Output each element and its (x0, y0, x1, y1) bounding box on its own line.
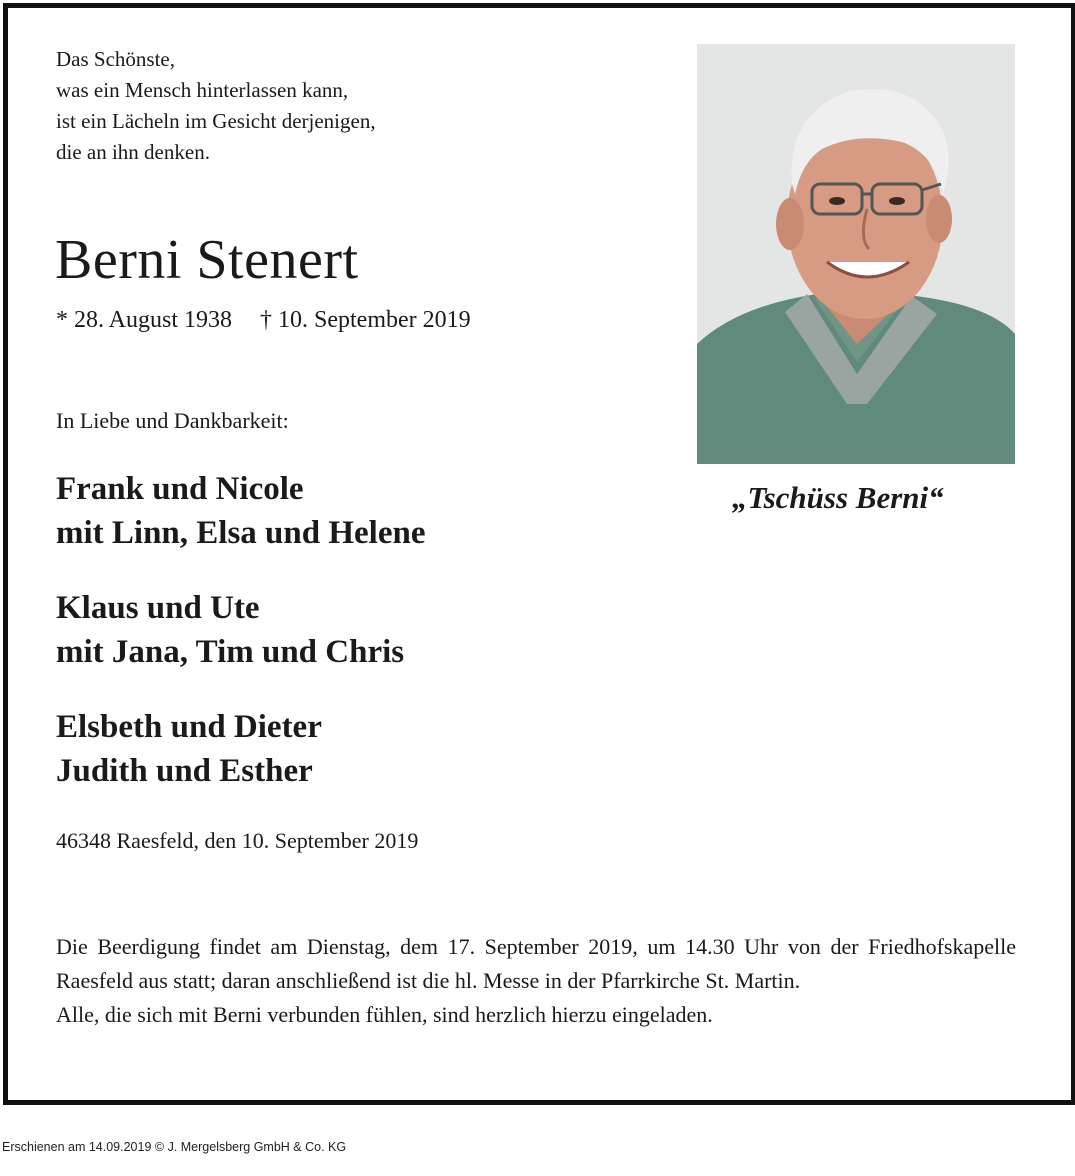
poem-line: was ein Mensch hinterlassen kann, (56, 78, 349, 102)
mourners-intro: In Liebe und Dankbarkeit: (56, 408, 289, 433)
photo-caption: „Tschüss Berni“ (732, 480, 944, 515)
mourner-group (56, 586, 404, 674)
mourner-line: mit Jana, Tim und Chris (56, 634, 405, 670)
portrait-photo (697, 44, 1015, 464)
portrait-illustration (697, 44, 1015, 464)
birth-date: * 28. August 1938 (56, 307, 233, 333)
invitation-paragraph: Alle, die sich mit Berni verbunden fühlen, sind herzlich hierzu eingeladen. (56, 1002, 713, 1027)
mourner-line: Frank und Nicole (56, 471, 304, 507)
mourner-line: Klaus und Ute (56, 590, 260, 626)
funeral-notice-paragraph: Die Beerdigung findet am Dienstag, dem 17. September 2019, um 14.30 Uhr von der Friedhofskapelle Raesfeld aus statt; daran anschließend ist die hl. Messe in der Pfarrkirche St. Martin. (56, 934, 1016, 993)
mourner-line: Judith und Esther (56, 753, 313, 789)
mourner-line: Elsbeth und Dieter (56, 709, 322, 745)
poem-line: ist ein Lächeln im Gesicht derjenigen, (56, 109, 376, 133)
poem-line: die an ihn denken. (56, 140, 210, 164)
death-date: † 10. September 2019 (260, 307, 471, 333)
poem-line: Das Schönste, (56, 47, 175, 71)
mourner-group (56, 705, 322, 793)
poem (56, 44, 376, 168)
mourner-line: mit Linn, Elsa und Helene (56, 515, 426, 551)
mourner-group (56, 467, 426, 555)
funeral-notice (56, 930, 1016, 1032)
deceased-name: Berni Stenert (55, 229, 359, 291)
life-dates (56, 307, 471, 334)
publication-footer: Erschienen am 14.09.2019 © J. Mergelsberg GmbH & Co. KG (2, 1140, 347, 1154)
place-date: 46348 Raesfeld, den 10. September 2019 (56, 828, 419, 853)
